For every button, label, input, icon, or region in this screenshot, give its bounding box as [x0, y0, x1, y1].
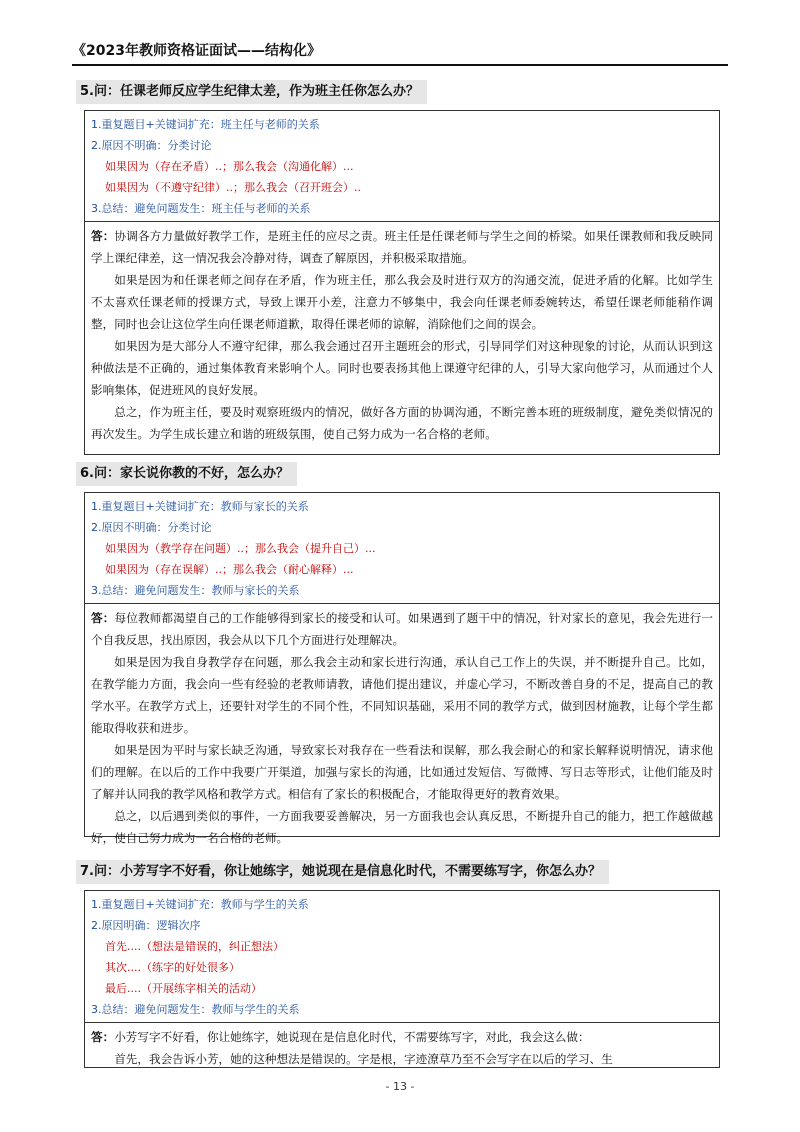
answer-paragraph: 如果因为是大部分人不遵守纪律，那么我会通过召开主题班会的形式，引导同学们对这种现象的讨论，从而认识到这种做法是不正确的，通过集体教育来影响个人。同时也要表扬其他上课遵守纪律的人，引导大家向他学习，从而通过个人影响集体，促进班风的良好发展。 [91, 339, 713, 397]
answer-paragraph: 如果是因为我自身教学存在问题，那么我会主动和家长进行沟通，承认自己工作上的失误，并不断提升自己。比如，在教学能力方面，我会向一些有经验的老教师请教，请他们提出建议，并虚心学习，不断改善自身的不足，提高自己的教学水平。在教学方式上，还要针对学生的不同个性，不同知识基础，采用不同的教学方式，做到因材施教，让每个学生都能取得收获和进步。 [91, 655, 713, 735]
answer-paragraph: 如果是因为平时与家长缺乏沟通，导致家长对我存在一些看法和误解，那么我会耐心的和家长解释说明情况，请求他们的理解。在以后的工作中我要广开渠道，加强与家长的沟通，比如通过发短信、写微博、写日志等形式，让他们能及时了解并认同我的教学风格和教学方式。相信有了家长的积极配合，才能取得更好的教育效果。 [91, 743, 713, 801]
header-divider [72, 64, 728, 66]
answer-lead: 答： [91, 1030, 115, 1044]
outline-line: 1.重复题目+关键词扩充：班主任与老师的关系 [91, 118, 320, 131]
question-box [84, 110, 720, 455]
outline-line: 2.原因不明确：分类讨论 [91, 139, 212, 152]
outline-line: 首先....（想法是错误的，纠正想法） [105, 940, 284, 953]
answer-paragraph: 每位教师都渴望自己的工作能够得到家长的接受和认可。如果遇到了题干中的情况，针对家长的意见，我会先进行一个自我反思，找出原因，我会从以下几个方面进行处理解决。 [91, 611, 713, 647]
outline-line: 1.重复题目+关键词扩充：教师与家长的关系 [91, 500, 309, 513]
outline-line: 最后....（开展练字相关的活动） [105, 982, 262, 995]
outline-line: 如果因为（存在误解）..；那么我会（耐心解释）... [105, 563, 354, 576]
question-title: 5.问：任课老师反应学生纪律太差，作为班主任你怎么办？ [76, 80, 427, 104]
answer-paragraph: 协调各方力量做好教学工作，是班主任的应尽之责。班主任是任课老师与学生之间的桥梁。如果任课教师和我反映同学上课纪律差，这一情况我会冷静对待，调查了解原因，并积极采取措施。 [91, 229, 713, 265]
outline-line: 1.重复题目+关键词扩充：教师与学生的关系 [91, 898, 309, 911]
answer-outline [85, 891, 719, 1023]
answer-lead: 答： [91, 611, 115, 625]
question-title: 6.问：家长说你教的不好，怎么办？ [76, 462, 297, 486]
page-header-title: 《2023年教师资格证面试——结构化》 [72, 43, 321, 59]
answer-paragraph: 如果是因为和任课老师之间存在矛盾，作为班主任，那么我会及时进行双方的沟通交流，促进矛盾的化解。比如学生不太喜欢任课老师的授课方式，导致上课开小差，注意力不够集中，我会向任课老师委婉转达，希望任课老师能稍作调整，同时也会让这位学生向任课老师道歉，取得任课老师的谅解，消除他们之间的误会。 [91, 273, 713, 331]
outline-line: 其次....（练字的好处很多） [105, 961, 240, 974]
answer-text [85, 1023, 719, 1074]
outline-line: 如果因为（不遵守纪律）..；那么我会（召开班会）.. [105, 181, 361, 194]
outline-line: 如果因为（存在矛盾）..；那么我会（沟通化解）... [105, 160, 354, 173]
question-box [84, 492, 720, 845]
answer-lead: 答： [91, 229, 115, 243]
outline-line: 3.总结：避免问题发生：教师与家长的关系 [91, 584, 300, 597]
answer-text [85, 604, 719, 853]
answer-paragraph: 总之，以后遇到类似的事件，一方面我要妥善解决，另一方面我也会认真反思，不断提升自己的能力，把工作越做越好，使自己努力成为一名合格的老师。 [91, 809, 713, 845]
answer-outline [85, 111, 719, 222]
answer-paragraph: 小芳写字不好看，你让她练字，她说现在是信息化时代，不需要练写字，对此，我会这么做： [114, 1030, 590, 1044]
outline-line: 3.总结：避免问题发生：教师与学生的关系 [91, 1003, 300, 1016]
outline-line: 2.原因不明确：分类讨论 [91, 521, 212, 534]
question-title: 7.问：小芳写字不好看，你让她练字，她说现在是信息化时代，不需要练写字，你怎么办？ [76, 860, 609, 884]
answer-text [85, 222, 719, 449]
outline-line: 如果因为（教学存在问题）..；那么我会（提升自己）... [105, 542, 376, 555]
answer-outline [85, 493, 719, 604]
question-box [84, 890, 720, 1068]
answer-paragraph: 首先，我会告诉小芳，她的这种想法是错误的。字是根，字迹潦草乃至不会写字在以后的学习、生 [114, 1052, 613, 1066]
outline-line: 3.总结：避免问题发生：班主任与老师的关系 [91, 202, 311, 215]
answer-paragraph: 总之，作为班主任，要及时观察班级内的情况，做好各方面的协调沟通，不断完善本班的班级制度，避免类似情况的再次发生。为学生成长建立和谐的班级氛围，使自己努力成为一名合格的老师。 [91, 405, 713, 441]
page-number: - 13 - [385, 1080, 415, 1093]
outline-line: 2.原因明确：逻辑次序 [91, 919, 201, 932]
